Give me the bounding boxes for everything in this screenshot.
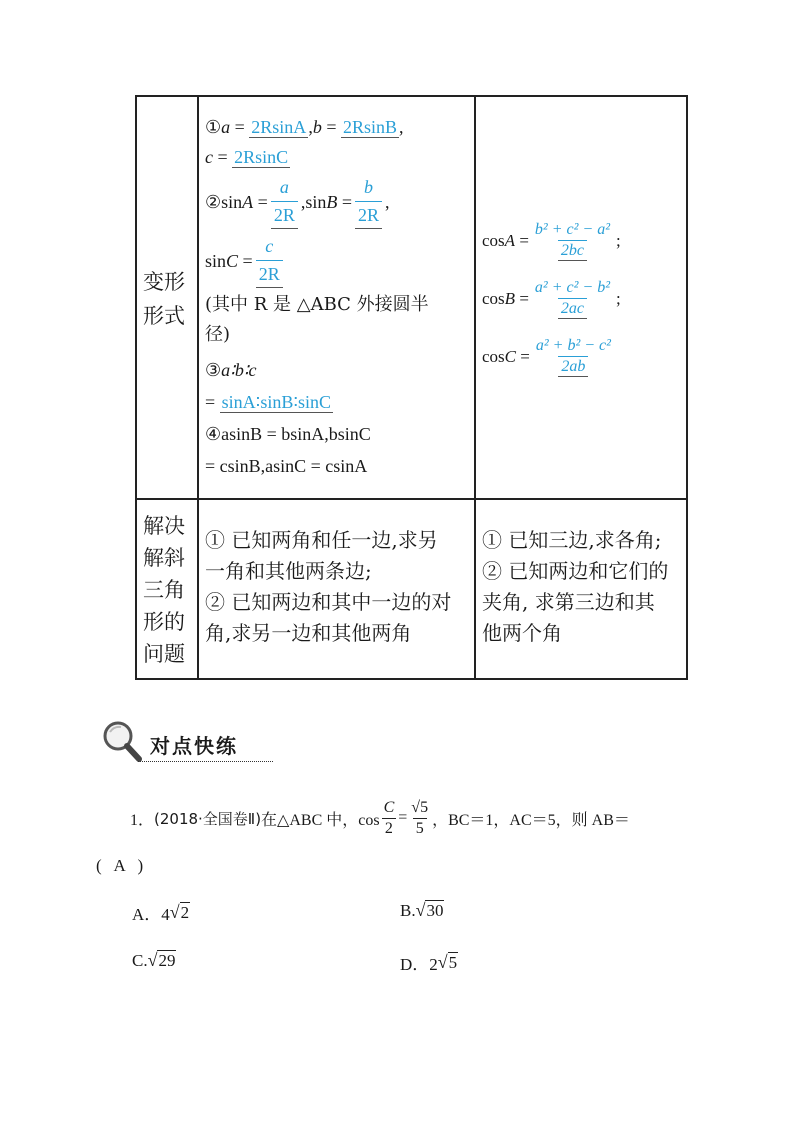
law-of-sines-transforms: ①a = 2RsinA ,b = 2RsinB , c = 2RsinC ② sin A = $\frac{a}{2R}$ ,sin B = $\frac{b}{2R}$ , sin C = $\frac{c}{2R}$ (其中 R 是 △ABC 外接圆半 径) ③a∶b∶c = sinA∶sinB∶sinC ④asinB = bsinA,bsinC = csinB,asinC = csinA bbox=[205, 112, 473, 482]
question-1: 1． (2018·全国卷Ⅱ) 在△ABC 中，cos $\frac{C}{2}$ = $\frac{√5}{5}$ ，BC＝1，AC＝5，则 AB＝ bbox=[130, 798, 630, 837]
sinA-fraction: $\frac{a}{2R}$ bbox=[271, 175, 298, 229]
row2-header: 解决 解斜 三角 形的 问题 bbox=[143, 514, 185, 666]
section-header bbox=[98, 718, 278, 766]
ratio-blank: sinA∶sinB∶sinC bbox=[221, 392, 332, 412]
sqrt5-over-5: $\frac{√5}{5}$ bbox=[411, 798, 429, 837]
sinB-fraction: $\frac{b}{2R}$ bbox=[355, 175, 382, 229]
b-equals-blank: 2RsinB bbox=[342, 117, 397, 137]
cosC-fraction: $\frac{\text{a² + b² − c²}}{2ab}$ bbox=[535, 337, 611, 375]
c-half-fraction: $\frac{C}{2}$ bbox=[383, 798, 395, 837]
c-equals-blank: 2RsinC bbox=[234, 147, 289, 167]
option-d[interactable]: D．2 √ 5 bbox=[400, 952, 458, 974]
row1-header: 变形 形式 bbox=[143, 270, 185, 328]
cosB-fraction: $\frac{\text{a² + c² − b²}}{2ac}$ bbox=[534, 279, 610, 317]
a-equals-blank: 2RsinA bbox=[251, 117, 307, 137]
sinC-fraction: $\frac{c}{2R}$ bbox=[256, 234, 283, 288]
section-title: 对点快练 bbox=[150, 734, 238, 758]
answer-choice: ( A ) bbox=[96, 856, 144, 875]
magnifier-icon bbox=[98, 718, 144, 764]
circumradius-note: (其中 R 是 △ABC 外接圆半 bbox=[205, 294, 429, 315]
sines-applications: ① 已知两角和任一边,求另 一角和其他两条边; ② 已知两边和其中一边的对 角,求另一边和其他两角 bbox=[205, 528, 452, 645]
cosines-applications: ① 已知三边,求各角; ② 已知两边和它们的 夹角, 求第三边和其 他两个角 bbox=[482, 528, 669, 645]
cosA-fraction: $\frac{\text{b² + c² − a²}}{2bc}$ bbox=[534, 221, 610, 259]
option-b[interactable]: B. √ 30 bbox=[400, 900, 444, 920]
option-c[interactable]: C. √ 29 bbox=[132, 950, 176, 970]
law-of-cosines-transforms: cos A = $\frac{\text{b² + c² − a²}}{2bc}$ ; cos B = $\frac{\text{a² + c² − b²}}{2ac}$ ; cos C = $\frac{\text{a² + b² − c²}}{2ab}$ bbox=[482, 221, 621, 375]
option-a[interactable]: A．4 √ 2 bbox=[132, 902, 190, 924]
